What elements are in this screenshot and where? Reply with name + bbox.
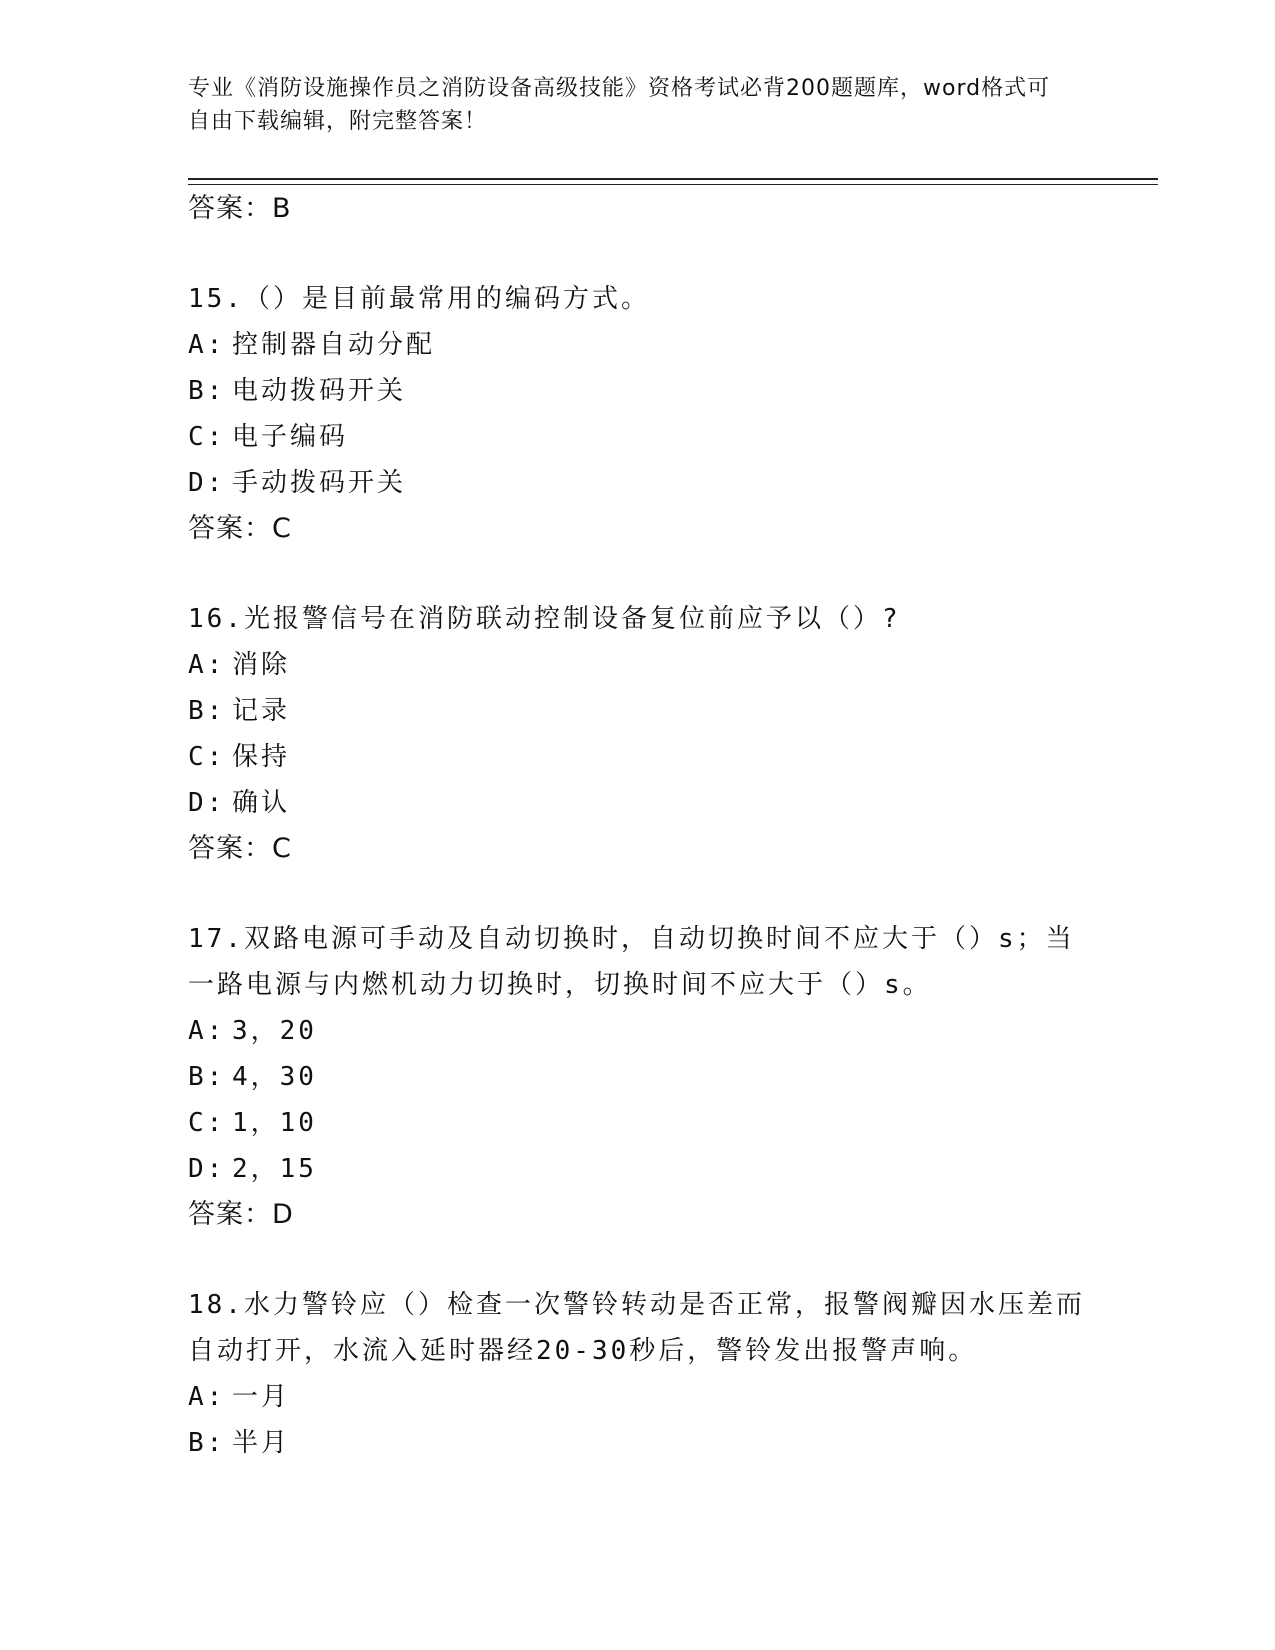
option-text: 消除 <box>232 650 291 680</box>
option-d <box>188 460 1088 506</box>
option-text: 2，15 <box>232 1154 317 1184</box>
option-text: 1，10 <box>232 1108 317 1138</box>
question-16 <box>188 596 1088 916</box>
option-letter: A: <box>188 1016 226 1046</box>
answer-line: 答案：C <box>188 833 292 864</box>
option-text: 半月 <box>232 1428 291 1458</box>
option-a <box>188 322 1088 368</box>
option-b <box>188 1420 1088 1466</box>
option-c <box>188 1100 1088 1146</box>
option-text: 保持 <box>232 742 291 772</box>
question-18 <box>188 1282 1088 1466</box>
option-letter: A: <box>188 330 226 360</box>
option-letter: A: <box>188 1382 226 1412</box>
option-letter: D: <box>188 468 226 498</box>
question-17 <box>188 916 1088 1282</box>
question-list <box>188 186 1088 1466</box>
option-text: 一月 <box>232 1382 291 1412</box>
question-stem: 15.（）是目前最常用的编码方式。 <box>188 284 650 314</box>
option-letter: B: <box>188 376 226 406</box>
option-b <box>188 368 1088 414</box>
option-letter: C: <box>188 742 226 772</box>
option-text: 确认 <box>232 788 291 818</box>
option-text: 3，20 <box>232 1016 317 1046</box>
option-a <box>188 642 1088 688</box>
option-a <box>188 1374 1088 1420</box>
option-d <box>188 1146 1088 1192</box>
option-text: 4，30 <box>232 1062 317 1092</box>
option-letter: B: <box>188 1428 226 1458</box>
question-stem: 18.水力警铃应（）检查一次警铃转动是否正常，报警阀瓣因水压差而自动打开，水流入延时器经20-30秒后，警铃发出报警声响。 <box>188 1290 1085 1366</box>
option-b <box>188 688 1088 734</box>
option-text: 电动拨码开关 <box>232 376 407 406</box>
option-letter: D: <box>188 788 226 818</box>
option-letter: C: <box>188 1108 226 1138</box>
option-text: 控制器自动分配 <box>232 330 436 360</box>
option-letter: C: <box>188 422 226 452</box>
option-text: 记录 <box>232 696 291 726</box>
option-b <box>188 1054 1088 1100</box>
document-header: 专业《消防设施操作员之消防设备高级技能》资格考试必背200题题库，word格式可自由下载编辑，附完整答案！ <box>188 76 1051 134</box>
option-c <box>188 734 1088 780</box>
option-text: 电子编码 <box>232 422 349 452</box>
question-15 <box>188 276 1088 596</box>
option-letter: A: <box>188 650 226 680</box>
question-stem: 16.光报警信号在消防联动控制设备复位前应予以（）? <box>188 604 901 634</box>
answer-line: 答案：B <box>188 193 292 224</box>
option-letter: D: <box>188 1154 226 1184</box>
option-d <box>188 780 1088 826</box>
question-stem: 17.双路电源可手动及自动切换时，自动切换时间不应大于（）s；当一路电源与内燃机动力切换时，切换时间不应大于（）s。 <box>188 924 1075 1000</box>
answer-line: 答案：C <box>188 513 292 544</box>
answer-line: 答案：D <box>188 1199 294 1230</box>
header-rule-thin <box>188 184 1158 185</box>
option-text: 手动拨码开关 <box>232 468 407 498</box>
header-rule-thick <box>188 178 1158 180</box>
option-letter: B: <box>188 696 226 726</box>
option-a <box>188 1008 1088 1054</box>
option-c <box>188 414 1088 460</box>
option-letter: B: <box>188 1062 226 1092</box>
